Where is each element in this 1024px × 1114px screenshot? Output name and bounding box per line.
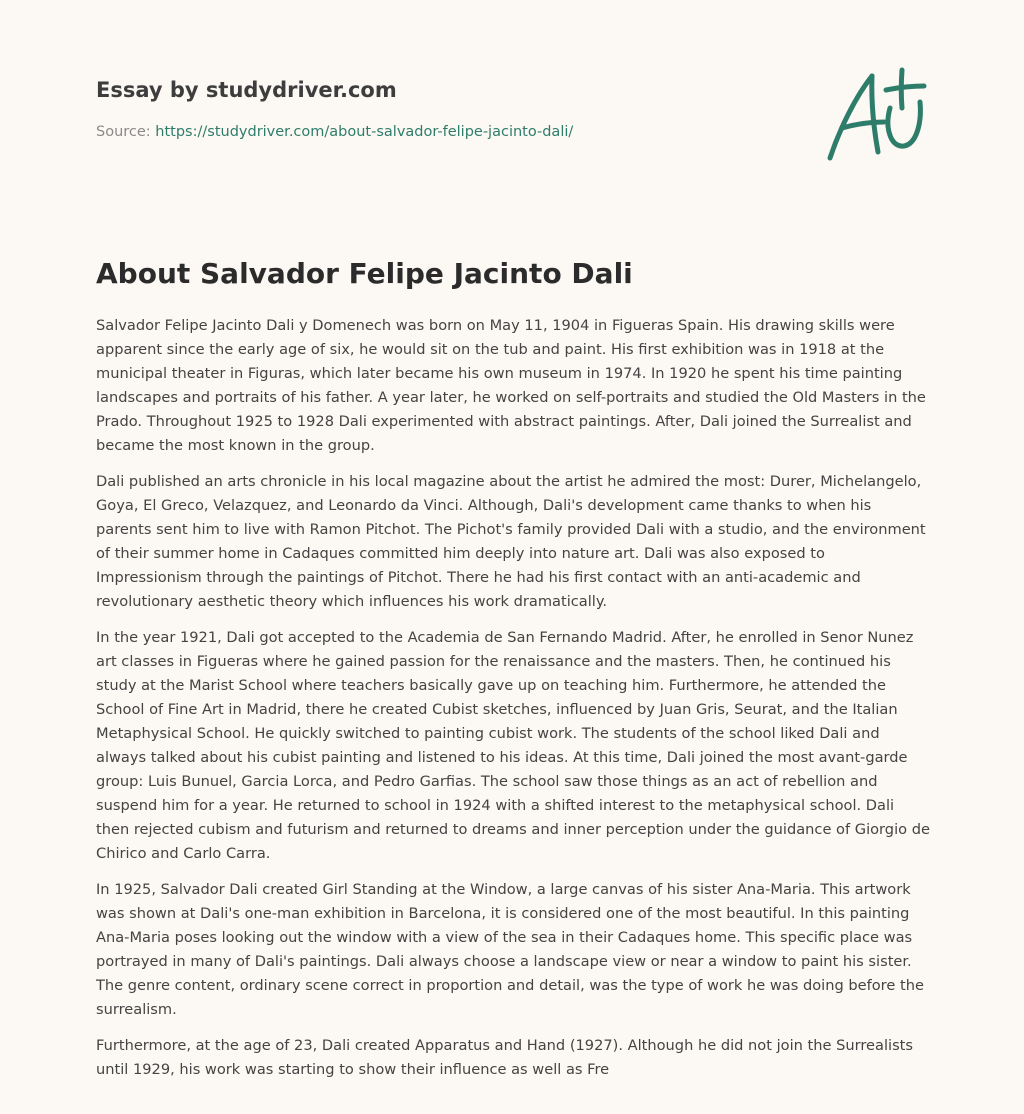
- source-line: [96, 122, 796, 142]
- site-brand: Essay by studydriver.com: [96, 78, 397, 102]
- source-label: Source:: [96, 124, 156, 140]
- a-plus-logo-icon: [818, 66, 930, 170]
- article-paragraph: Dali published an arts chronicle in his local magazine about the artist he admired the most: Durer, Michelangelo, Goya, El Greco, Velazquez, and Leonardo da Vinci. Although, Dali's development came thanks to when his parents sent him to live with Ramon Pitchot. The Pichot's family provided Dali with a studio, and the environment of their summer home in Cadaques committed him deeply into nature art. Dali was also exposed to Impressionism through the paintings of Pitchot. There he had his first contact with an anti-academic and revolutionary aesthetic theory which influences his work dramatically.: [96, 473, 926, 610]
- article-paragraph: Furthermore, at the age of 23, Dali created Apparatus and Hand (1927). Although he did not join the Surrealists until 1929, his work was starting to show their influence as well as Fre: [96, 1037, 913, 1078]
- article-paragraph: In the year 1921, Dali got accepted to the Academia de San Fernando Madrid. After, he enrolled in Senor Nunez art classes in Figueras where he gained passion for the renaissance and the masters. Then, he continued his study at the Marist School where teachers basically gave up on teaching him. Furthermore, he attended the School of Fine Art in Madrid, there he created Cubist sketches, influenced by Juan Gris, Seurat, and the Italian Metaphysical School. He quickly switched to painting cubist work. The students of the school liked Dali and always talked about his cubist painting and listened to his ideas. At this time, Dali joined the most avant-garde group: Luis Bunuel, Garcia Lorca, and Pedro Garfias. The school saw those things as an act of rebellion and suspend him for a year. He returned to school in 1924 with a shifted interest to the metaphysical school. Dali then rejected cubism and futurism and returned to dreams and inner perception under the guidance of Giorgio de Chirico and Carlo Carra.: [96, 629, 930, 862]
- source-link[interactable]: https://studydriver.com/about-salvador-felipe-jacinto-dali/: [155, 124, 574, 140]
- article-title: About Salvador Felipe Jacinto Dali: [96, 257, 633, 290]
- article-body: [96, 314, 930, 1094]
- article-paragraph: Salvador Felipe Jacinto Dali y Domenech was born on May 11, 1904 in Figueras Spain. His drawing skills were apparent since the early age of six, he would sit on the tub and paint. His first exhibition was in 1918 at the municipal theater in Figuras, which later became his own museum in 1974. In 1920 he spent his time painting landscapes and portraits of his father. A year later, he worked on self-portraits and studied the Old Masters in the Prado. Throughout 1925 to 1928 Dali experimented with abstract paintings. After, Dali joined the Surrealist and became the most known in the group.: [96, 317, 926, 454]
- page-header: [96, 72, 796, 142]
- article-paragraph: In 1925, Salvador Dali created Girl Standing at the Window, a large canvas of his sister Ana-Maria. This artwork was shown at Dali's one-man exhibition in Barcelona, it is considered one of the most beautiful. In this painting Ana-Maria poses looking out the window with a view of the sea in their Cadaques home. This specific place was portrayed in many of Dali's paintings. Dali always choose a landscape view or near a window to paint his sister. The genre content, ordinary scene correct in proportion and detail, was the type of work he was doing before the surrealism.: [96, 881, 924, 1018]
